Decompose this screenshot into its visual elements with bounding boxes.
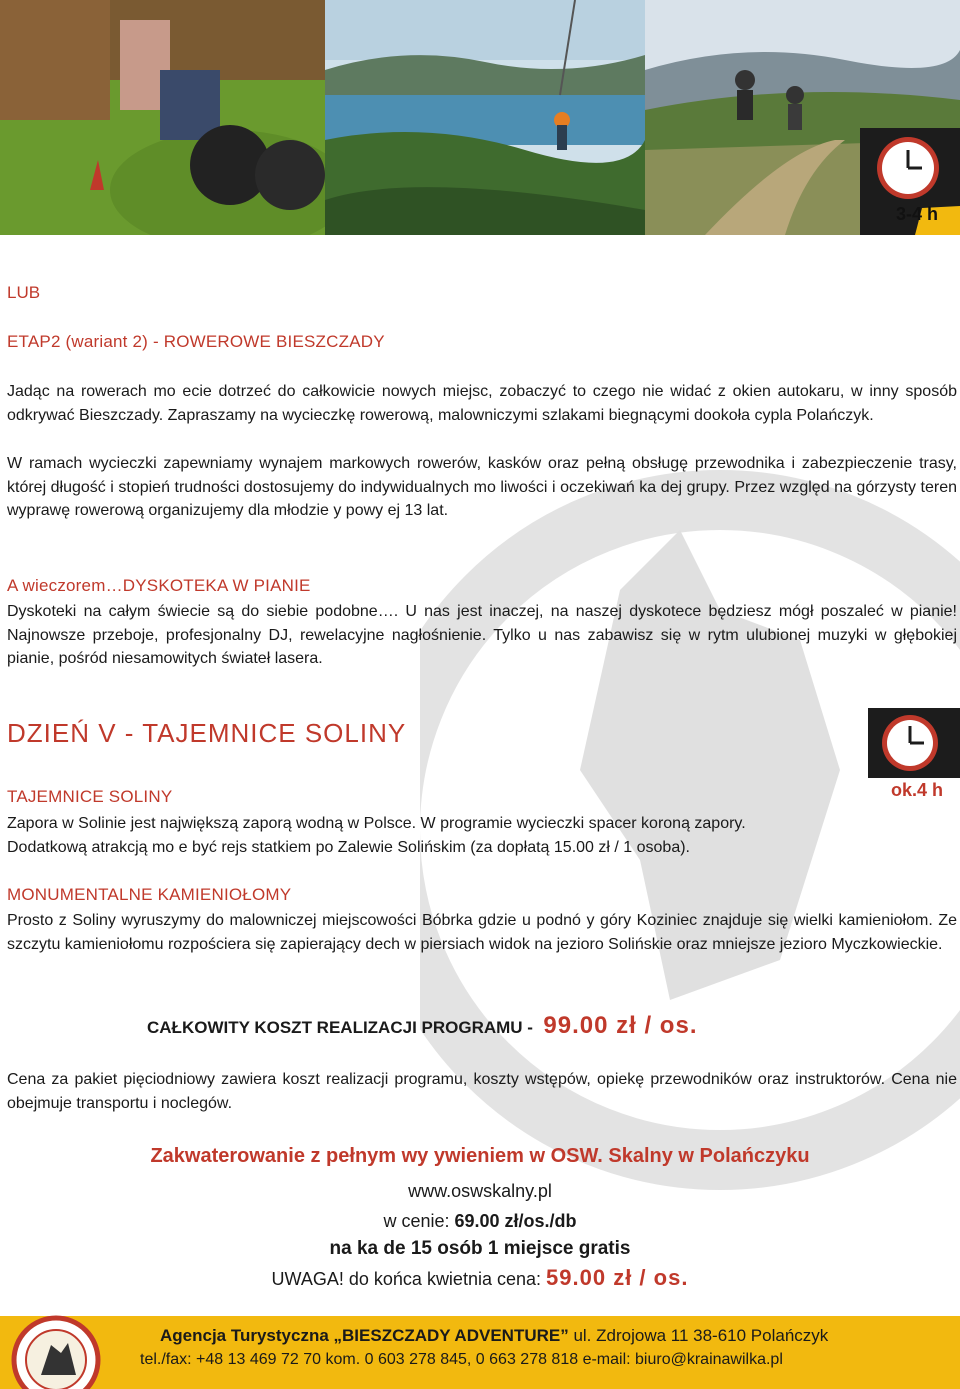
duration-badge — [860, 128, 960, 235]
promo-prefix: UWAGA! do końca kwietnia cena: — [271, 1269, 542, 1289]
etap-title: ETAP2 (wariant 2) - ROWEROWE BIESZCZADY — [7, 332, 385, 351]
accommodation-title: Zakwaterowanie z pełnym wy ywieniem w OSW. Skalny w Polańczyku — [150, 1145, 810, 1167]
agency-address: ul. Zdrojowa 11 38-610 Polańczyk — [573, 1326, 829, 1345]
price-prefix: w cenie: — [383, 1211, 450, 1231]
evening-title: A wieczorem…DYSKOTEKA W PIANIE — [7, 576, 311, 595]
quarry-text: Prosto z Soliny wyruszymy do malowniczej miejscowości Bóbrka gdzie u podnó y góry Koziniec znajduje się wielki kamieniołom. Ze szczytu kamieniołomu rozpościera się zapierający dech w piersiach widok na jezioro Solińskie oraz mniejsze jezioro Myczkowieckie. — [7, 912, 957, 953]
cost-label: CAŁKOWITY KOSZT REALIZACJI PROGRAMU - — [147, 1018, 533, 1037]
photo-segway — [0, 0, 325, 235]
evening-text: Dyskoteki na całym świecie są do siebie podobne…. U nas jest inaczej, na naszej dyskotece będziesz mógł poszaleć w pianie! Najnowsze przeboje, profesjonalny DJ, rewelacyjne nagłośnienie. Tylko u nas zabawisz się w rytm ulubionej muzyki w głębokiej pianie, pośród niesamowitych świateł lasera. — [7, 603, 957, 667]
duration-label: 3-4 h — [895, 204, 938, 224]
free-place: na ka de 15 osób 1 miejsce gratis — [329, 1238, 631, 1259]
promo-price: 59.00 zł / os. — [546, 1265, 689, 1290]
footer-line-1 — [160, 1326, 828, 1346]
soliny-line-2: Dodatkową atrakcją mo e być rejs statkiem po Zalewie Solińskim (za dopłatą 15.00 zł / 1 osoba). — [7, 839, 690, 856]
or-label: LUB — [7, 283, 41, 302]
promo-line — [0, 1264, 960, 1293]
soliny-line-1: Zapora w Solinie jest największą zaporą wodną w Polsce. W programie wycieczki spacer koroną zapory. — [7, 815, 746, 832]
price-value: 69.00 zł/os./db — [454, 1211, 577, 1231]
etap-paragraph-1: Jadąc na rowerach mo ecie dotrzeć do całkowicie nowych miejsc, zobaczyć to czego nie widać z okien autokaru, w inny sposób odkrywać Bieszczady. Zapraszamy na wycieczkę rowerową, malowniczymi szlakami biegnącymi dookoła cypla Polańczyk. — [7, 383, 957, 424]
duration-label-2: ok.4 h — [890, 780, 943, 800]
cost-note: Cena za pakiet pięciodniowy zawiera koszt realizacji programu, koszty wstępów, opiekę przewodników oraz instruktorów. Cena nie obejmuje transportu i noclegów. — [7, 1071, 957, 1112]
accommodation-price-line — [0, 1208, 960, 1234]
photo-zipline — [325, 0, 645, 235]
footer-line-2: tel./fax: +48 13 469 72 70 kom. 0 603 278 845, 0 663 278 818 e-mail: biuro@krainawilka.pl — [140, 1351, 783, 1368]
soliny-title: TAJEMNICE SOLINY — [7, 787, 173, 806]
accommodation-url[interactable]: www.oswskalny.pl — [408, 1181, 552, 1201]
day5-title: DZIEŃ V - TAJEMNICE SOLINY — [7, 718, 407, 748]
agency-name: „BIESZCZADY ADVENTURE” — [333, 1326, 569, 1345]
quarry-title: MONUMENTALNE KAMIENIOŁOMY — [7, 885, 292, 904]
agency-prefix: Agencja Turystyczna — [160, 1326, 329, 1345]
cost-value: 99.00 zł / os. — [543, 1012, 698, 1039]
etap-paragraph-2: W ramach wycieczki zapewniamy wynajem markowych rowerów, kasków oraz pełną obsługę przewodnika i zabezpieczenie trasy, której długość i stopień trudności dostosujemy do indywidualnych mo liwości i oczekiwań ka dej grupy. Przez względ na górzysty teren wyprawę rowerową organizujemy dla młodzie y powy ej 13 lat. — [7, 455, 957, 519]
adventure-team-logo-icon — [6, 1305, 114, 1389]
cost-line — [147, 1012, 697, 1040]
